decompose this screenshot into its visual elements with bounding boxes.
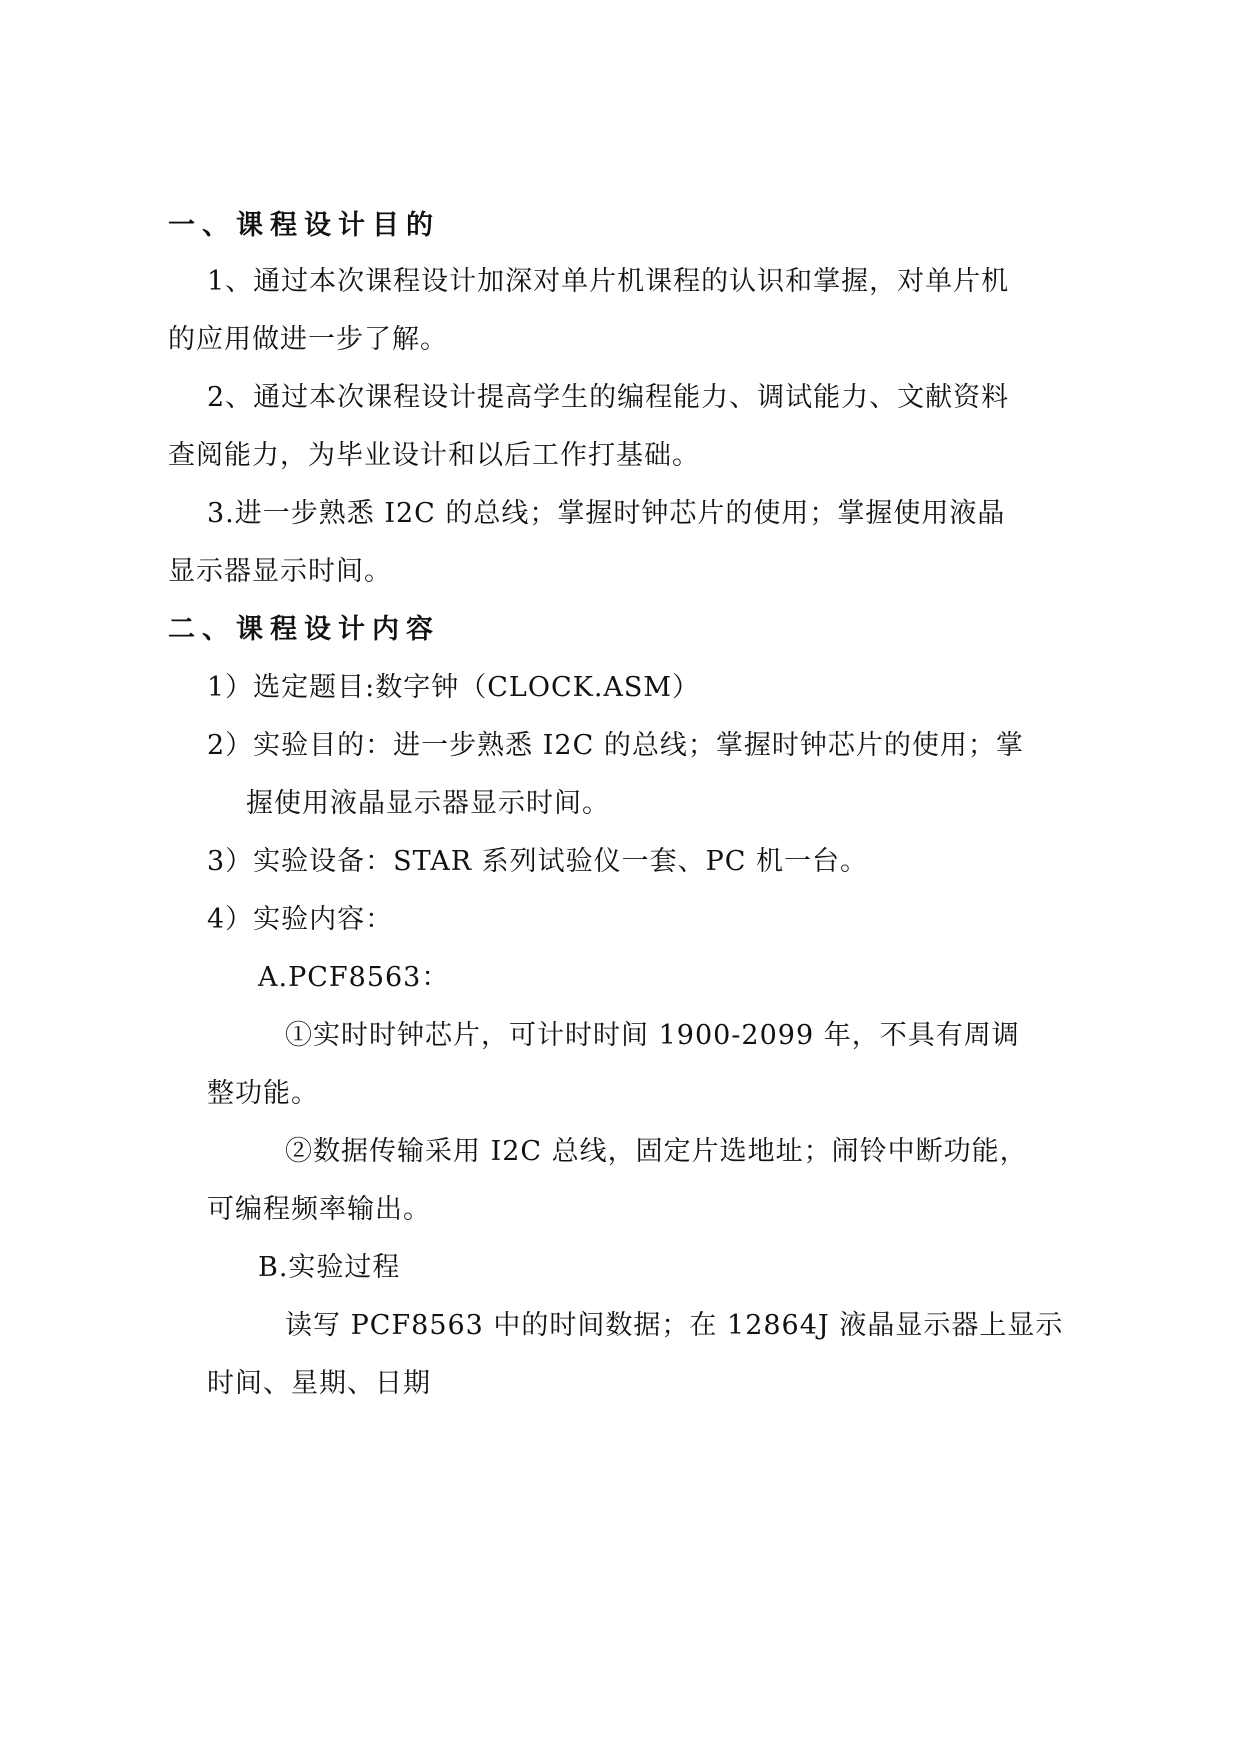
subsection-b-text-line-1: 读写 PCF8563 中的时间数据；在 12864J 液晶显示器上显示 [285,1310,1064,1341]
section-2-item-3: 3）实验设备：STAR 系列试验仪一套、PC 机一台。 [207,846,869,877]
section-2-item-2-line-2: 握使用液晶显示器显示时间。 [246,788,610,819]
section-1-item-1-line-2: 的应用做进一步了解。 [168,324,448,355]
section-2-item-2-line-1: 2）实验目的：进一步熟悉 I2C 的总线；掌握时钟芯片的使用；掌 [207,730,1024,761]
subsection-a-title: A.PCF8563： [258,962,450,993]
subsection-a-point-2-line-2: 可编程频率输出。 [207,1194,431,1225]
section-1-item-3-line-2: 显示器显示时间。 [168,556,392,587]
section-2-item-4: 4）实验内容： [207,904,394,935]
section-2-heading: 二、课程设计内容 [168,614,440,645]
subsection-a-point-1-line-2: 整功能。 [207,1078,319,1109]
subsection-a-point-1-line-1: ①实时时钟芯片，可计时时间 1900-2099 年，不具有周调 [285,1020,1020,1051]
section-1-item-2-line-2: 查阅能力，为毕业设计和以后工作打基础。 [168,440,700,471]
section-1-item-1-line-1: 1、通过本次课程设计加深对单片机课程的认识和掌握，对单片机 [207,266,1010,297]
section-1-item-3-line-1: 3.进一步熟悉 I2C 的总线；掌握时钟芯片的使用；掌握使用液晶 [207,498,1006,529]
subsection-a-point-2-line-1: ②数据传输采用 I2C 总线，固定片选地址；闹铃中断功能， [285,1136,1028,1167]
section-1-item-2-line-1: 2、通过本次课程设计提高学生的编程能力、调试能力、文献资料 [207,382,1010,413]
section-2-item-1: 1）选定题目:数字钟（CLOCK.ASM） [207,672,701,703]
subsection-b-title: B.实验过程 [258,1252,401,1283]
section-1-heading: 一、课程设计目的 [168,210,440,241]
subsection-b-text-line-2: 时间、星期、日期 [207,1368,431,1399]
